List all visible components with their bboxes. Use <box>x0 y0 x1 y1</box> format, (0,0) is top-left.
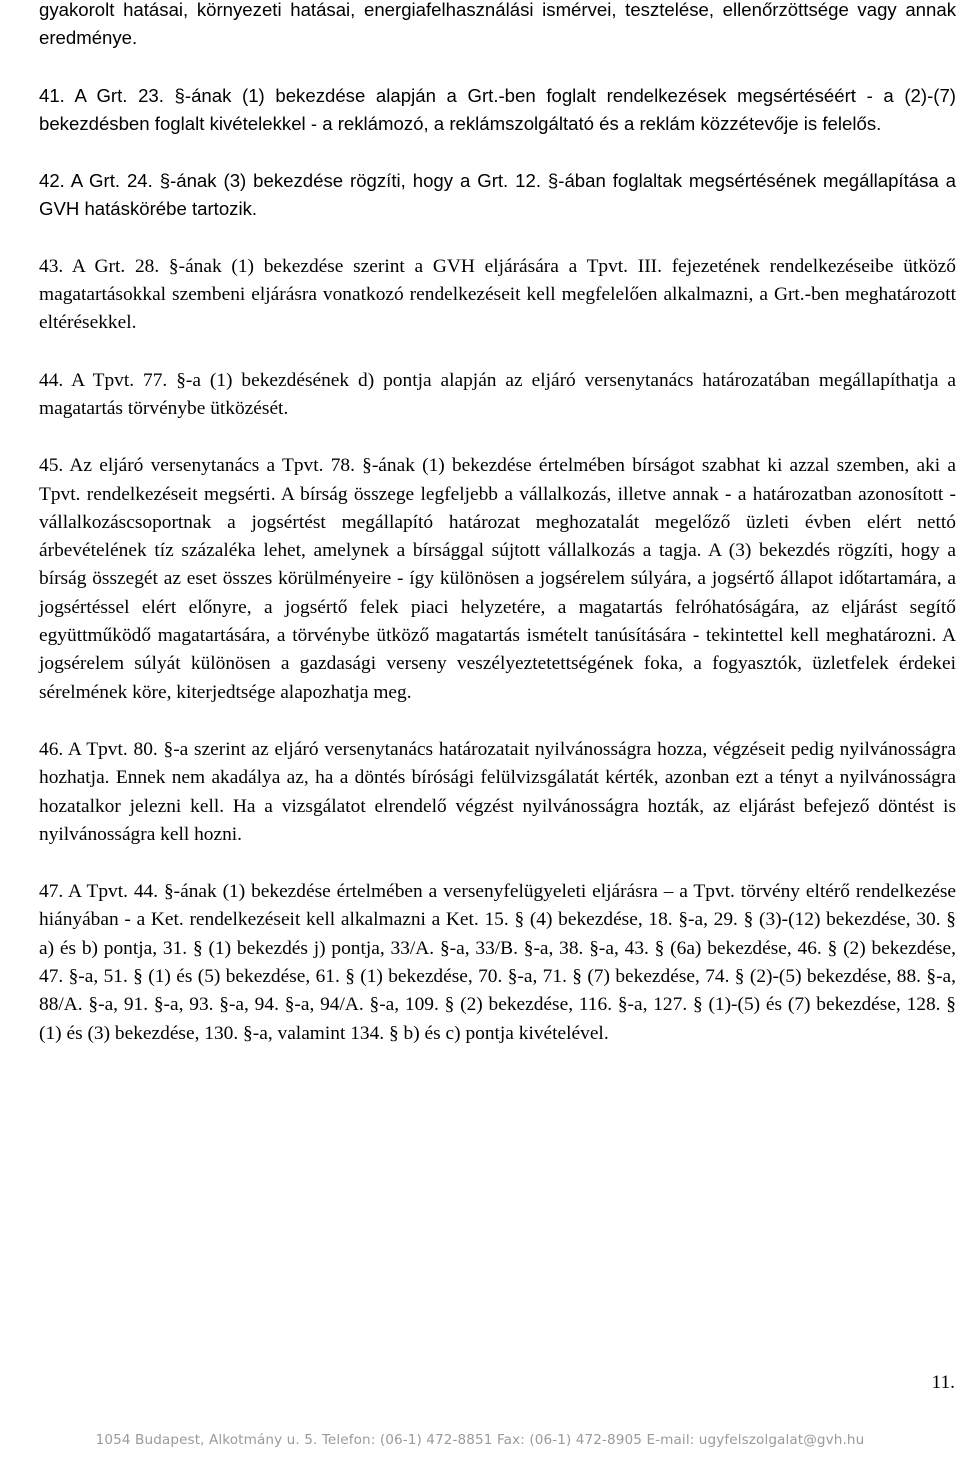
paragraph-continuation: gyakorolt hatásai, környezeti hatásai, energiafelhasználási ismérvei, tesztelése, ellenőrzöttsége vagy annak eredménye. <box>39 0 956 49</box>
paragraph-42: 42. A Grt. 24. §-ának (3) bekezdése rögzíti, hogy a Grt. 12. §-ában foglaltak megsértésének megállapítása a GVH hatáskörébe tartozik. <box>39 170 956 220</box>
paragraph-46: 46. A Tpvt. 80. §-a szerint az eljáró versenytanács határozatait nyilvánosságra hozza, végzéseit pedig nyilvánosságra hozhatja. Ennek nem akadálya az, ha a döntés bírósági felülvizsgálatát kérték, azonban ezt a tényt a nyilvánosságra hozatalkor jelezni kell. Ha a vizsgálatot elrendelő végzést nyilvánosságra hozták, az eljárást befejező döntést is nyilvánosságra kell hozni. <box>39 738 956 845</box>
paragraph-47: 47. A Tpvt. 44. §-ának (1) bekezdése értelmében a versenyfelügyeleti eljárásra – a Tpvt. törvény eltérő rendelkezése hiányában - a Ket. rendelkezéseit kell alkalmazni a Ket. 15. § (4) bekezdése, 18. §-a, 29. § (3)-(12) bekezdése, 30. § a) és b) pontja, 31. § (1) bekezdés j) pontja, 33/A. §-a, 33/B. §-a, 38. §-a, 43. § (6a) bekezdése, 46. § (2) bekezdése, 47. §-a, 51. § (1) és (5) bekezdése, 61. § (1) bekezdése, 70. §-a, 71. § (7) bekezdése, 74. § (2)-(5) bekezdése, 88. §-a, 88/A. §-a, 91. §-a, 93. §-a, 94. §-a, 94/A. §-a, 109. § (2) bekezdése, 116. §-a, 127. § (1)-(5) és (7) bekezdése, 128. § (1) és (3) bekezdése, 130. §-a, valamint 134. § b) és c) pontja kivételével. <box>39 881 956 1044</box>
paragraph-41: 41. A Grt. 23. §-ának (1) bekezdése alapján a Grt.-ben foglalt rendelkezések megsértéséért - a (2)-(7) bekezdésben foglalt kivételekkel - a reklámozó, a reklámszolgáltató és a reklám közzétevője is felelős. <box>39 84 956 134</box>
paragraph-45: 45. Az eljáró versenytanács a Tpvt. 78. §-ának (1) bekezdése értelmében bírságot szabhat ki azzal szemben, aki a Tpvt. rendelkezéseit megsérti. A bírság összege legfeljebb a vállalkozás, illetve annak - a határozatban azonosított - vállalkozáscsoportnak a jogsértést megállapító határozat meghozatalát megelőző üzleti évben elért nettó árbevételének tíz százaléka lehet, amelynek a bírsággal sújtott vállalkozás a tagja. A (3) bekezdés rögzíti, hogy a bírság összegét az eset összes körülményeire - így különösen a jogsérelem súlyára, a jogsértő állapot időtartamára, a jogsértéssel elért előnyre, a jogsértő felek piaci helyzetére, a magatartás felróhatóságára, az eljárást segítő együttműködő magatartására, a törvénybe ütköző magatartás ismételt tanúsítására - tekintettel kell meghatározni. A jogsérelem súlyát különösen a gazdasági verseny veszélyeztetettségének foka, a fogyasztók, üzletfelek érdekei sérelmének köre, kiterjedtsége alapozhatja meg. <box>39 455 956 703</box>
document-page <box>39 0 956 1048</box>
page-number: 11. <box>931 1372 955 1393</box>
paragraph-43: 43. A Grt. 28. §-ának (1) bekezdése szerint a GVH eljárására a Tpvt. III. fejezetének rendelkezéseibe ütköző magatartásokkal szembeni eljárásra vonatkozó rendelkezéseit kell megfelelően alkalmazni, a Grt.-ben meghatározott eltérésekkel. <box>39 255 956 334</box>
page-footer: 1054 Budapest, Alkotmány u. 5. Telefon: (06-1) 472-8851 Fax: (06-1) 472-8905 E-mail: ugyfelszolgalat@gvh.hu <box>95 1432 865 1448</box>
paragraph-44: 44. A Tpvt. 77. §-a (1) bekezdésének d) pontja alapján az eljáró versenytanács határozatában megállapíthatja a magatartás törvénybe ütközését. <box>39 369 956 419</box>
